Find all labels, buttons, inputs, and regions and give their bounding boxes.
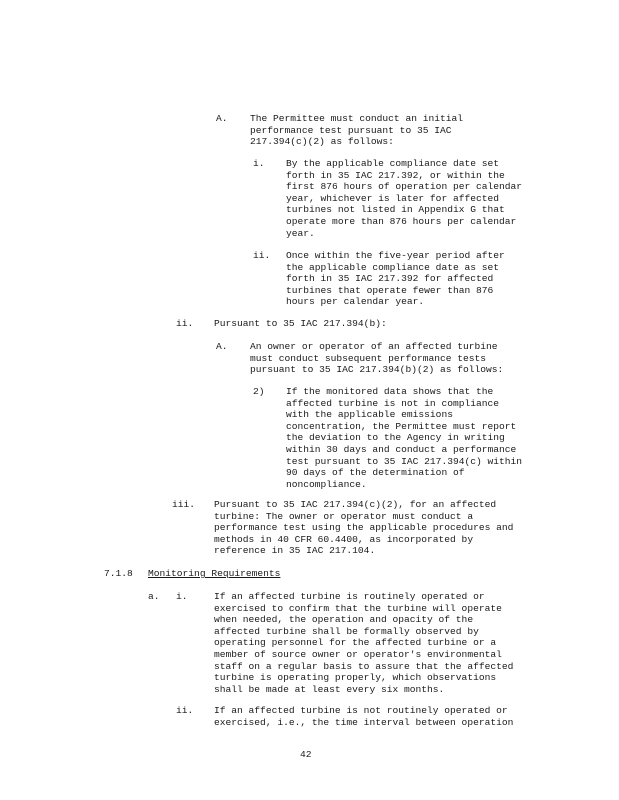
text-line: Once within the five-year period after bbox=[286, 250, 505, 261]
monitoring-i-label: i. bbox=[176, 591, 188, 602]
text-line: year. bbox=[286, 227, 315, 239]
section-a-text bbox=[250, 113, 463, 148]
monitoring-ii-label: ii. bbox=[176, 705, 194, 716]
text-line: exercised to confirm that the turbine will operate bbox=[214, 602, 502, 614]
text-line: pursuant to 35 IAC 217.394(b)(2) as follows: bbox=[250, 364, 504, 376]
item-ii-label: ii. bbox=[253, 250, 271, 261]
text-line: hours per calendar year. bbox=[286, 296, 425, 308]
item-a-text bbox=[250, 341, 503, 376]
section-iii-label: iii. bbox=[172, 499, 196, 510]
text-line: noncompliance. bbox=[286, 478, 367, 490]
text-line: performance test pursuant to 35 IAC bbox=[250, 124, 452, 136]
text-line: member of source owner or operator's environmental bbox=[214, 648, 502, 660]
text-line: forth in 35 IAC 217.392 for affected bbox=[286, 273, 494, 285]
text-line: An owner or operator of an affected turbine bbox=[250, 341, 498, 352]
monitoring-a-letter: a. bbox=[148, 591, 160, 602]
item-i-label: i. bbox=[253, 158, 265, 169]
text-line: turbine is operating properly, which observations bbox=[214, 672, 497, 684]
text-line: turbine: The owner or operator must conduct a bbox=[214, 510, 474, 522]
section-ii-text bbox=[214, 318, 387, 330]
text-line: with the applicable emissions bbox=[286, 409, 453, 421]
text-line: 90 days of the determination of bbox=[286, 467, 465, 479]
text-line: staff on a regular basis to assure that the affected bbox=[214, 660, 514, 672]
text-line: The Permittee must conduct an initial bbox=[250, 113, 464, 124]
text-line: shall be made at least every six months. bbox=[214, 683, 445, 695]
text-line: By the applicable compliance date set bbox=[286, 158, 500, 169]
text-line: Pursuant to 35 IAC 217.394(b): bbox=[214, 318, 387, 329]
text-line: turbines not listed in Appendix G that bbox=[286, 204, 505, 216]
section-a-label: A. bbox=[216, 113, 228, 124]
monitoring-i-text bbox=[214, 591, 513, 695]
text-line: the deviation to the Agency in writing bbox=[286, 432, 505, 444]
text-line: year, whichever is later for affected bbox=[286, 192, 500, 204]
item-2-label: 2) bbox=[253, 386, 265, 397]
text-line: turbines that operate fewer than 876 bbox=[286, 284, 494, 296]
text-line: the applicable compliance date as set bbox=[286, 261, 500, 273]
text-line: within 30 days and conduct a performance bbox=[286, 443, 517, 455]
text-line: affected turbine is not in compliance bbox=[286, 397, 500, 409]
text-line: If an affected turbine is routinely operated or bbox=[214, 591, 485, 602]
text-line: operate more than 876 hours per calendar bbox=[286, 215, 517, 227]
text-line: must conduct subsequent performance tests bbox=[250, 352, 487, 364]
text-line: If the monitored data shows that the bbox=[286, 386, 494, 397]
section-heading: Monitoring Requirements bbox=[148, 568, 281, 579]
text-line: forth in 35 IAC 217.392, or within the bbox=[286, 169, 505, 181]
text-line: Pursuant to 35 IAC 217.394(c)(2), for an affected bbox=[214, 499, 497, 510]
text-line: performance test using the applicable procedures and bbox=[214, 522, 514, 534]
text-line: affected turbine shall be formally observed by bbox=[214, 625, 479, 637]
text-line: test pursuant to 35 IAC 217.394(c) within bbox=[286, 455, 523, 467]
text-line: If an affected turbine is not routinely operated or bbox=[214, 705, 508, 716]
monitoring-ii-text bbox=[214, 705, 513, 728]
item-i-text bbox=[286, 158, 522, 239]
item-2-text bbox=[286, 386, 522, 490]
text-line: reference in 35 IAC 217.104. bbox=[214, 545, 376, 557]
section-number: 7.1.8 bbox=[104, 568, 133, 579]
text-line: exercised, i.e., the time interval between operation bbox=[214, 716, 514, 728]
item-a-label: A. bbox=[216, 341, 228, 352]
text-line: methods in 40 CFR 60.4400, as incorporated by bbox=[214, 533, 474, 545]
item-ii-text bbox=[286, 250, 505, 308]
page-number: 42 bbox=[300, 749, 312, 760]
text-line: when needed, the operation and opacity of the bbox=[214, 614, 474, 626]
text-line: operating personnel for the affected turbine or a bbox=[214, 637, 497, 649]
text-line: 217.394(c)(2) as follows: bbox=[250, 136, 394, 148]
section-iii-text bbox=[214, 499, 513, 557]
text-line: first 876 hours of operation per calendar bbox=[286, 181, 523, 193]
section-ii-label: ii. bbox=[176, 318, 194, 329]
text-line: concentration, the Permittee must report bbox=[286, 420, 517, 432]
